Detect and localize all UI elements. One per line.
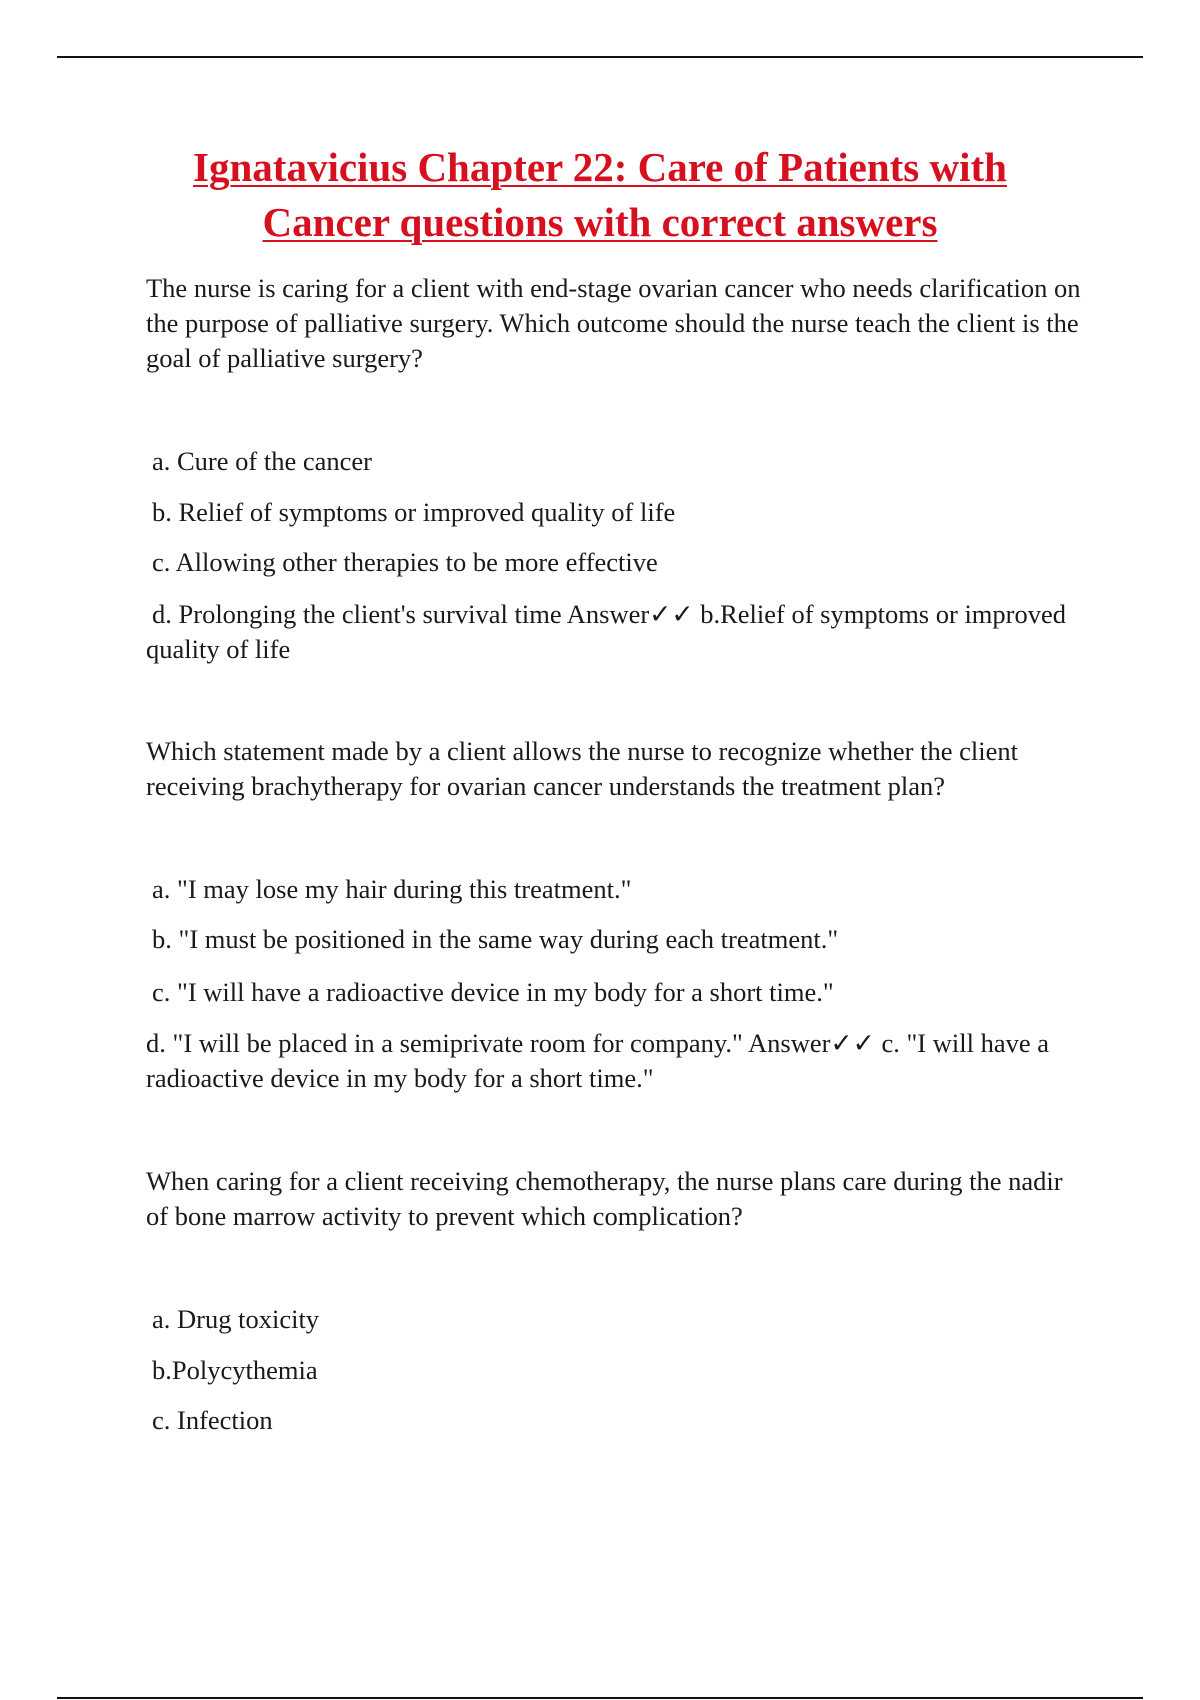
question-3-option-b: b.Polycythemia xyxy=(152,1355,318,1385)
question-2-option-d-answer: d. "I will be placed in a semiprivate room for company." Answer✓✓ c. "I will have a radioactive device in my body for a short time." xyxy=(146,1028,1050,1093)
title-line-1: Ignatavicius Chapter 22: Care of Patients with xyxy=(193,144,1007,190)
question-2-stem: Which statement made by a client allows the nurse to recognize whether the client receiving brachytherapy for ovarian cancer understands the treatment plan? xyxy=(146,736,1018,801)
question-3-option-c: c. Infection xyxy=(152,1405,273,1435)
question-1-option-d-answer: d. Prolonging the client's survival time Answer✓✓ b.Relief of symptoms or improved quality of life xyxy=(146,599,1067,664)
question-3-option-a: a. Drug toxicity xyxy=(152,1304,320,1334)
document-title xyxy=(57,140,1143,250)
bottom-rule xyxy=(57,1697,1143,1699)
title-line-2: Cancer questions with correct answers xyxy=(262,199,938,245)
question-1-stem: The nurse is caring for a client with end-stage ovarian cancer who needs clarification on the purpose of palliative surgery. Which outcome should the nurse teach the client is the goal of palliative surgery? xyxy=(146,273,1081,373)
question-1-option-b: b. Relief of symptoms or improved quality of life xyxy=(152,497,676,527)
top-rule xyxy=(57,56,1143,58)
question-3-stem: When caring for a client receiving chemotherapy, the nurse plans care during the nadir of bone marrow activity to prevent which complication? xyxy=(146,1166,1063,1231)
question-1-option-c: c. Allowing other therapies to be more effective xyxy=(152,547,658,577)
question-2-option-b: b. "I must be positioned in the same way during each treatment." xyxy=(152,924,839,954)
question-1-option-a: a. Cure of the cancer xyxy=(152,446,372,476)
question-2-option-c: c. "I will have a radioactive device in my body for a short time." xyxy=(152,977,834,1007)
question-2-option-a: a. "I may lose my hair during this treatment." xyxy=(152,874,632,904)
